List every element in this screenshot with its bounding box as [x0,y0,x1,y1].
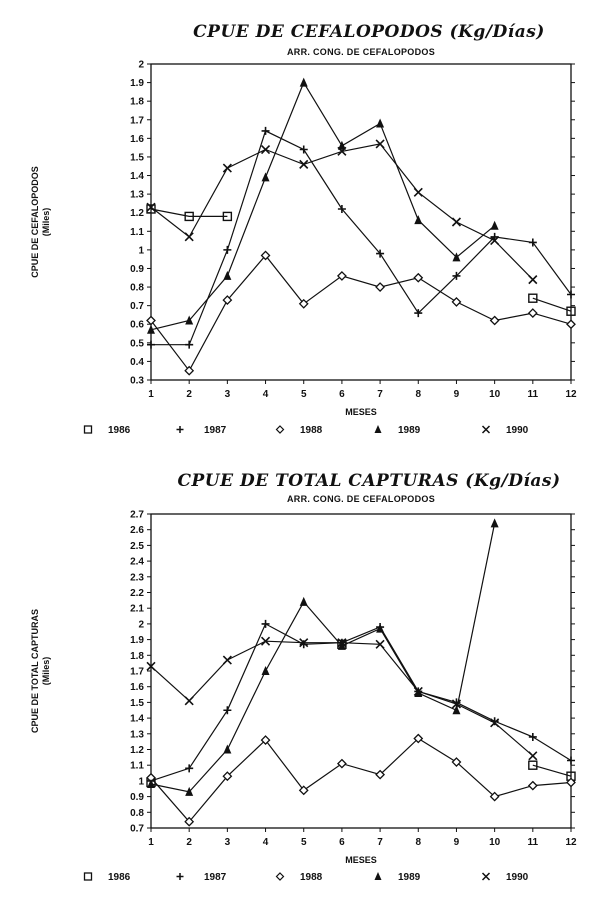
chart-2 [30,471,577,883]
x-tick-label: 1 [148,389,154,400]
y-tick-label: 2.3 [130,572,144,584]
y-tick-label: 0.7 [130,823,144,835]
legend-label-1989: 1989 [398,872,421,883]
y-tick-label: 0.4 [130,356,144,368]
series-line-1986 [533,765,571,776]
legend-marker-1988 [277,873,284,880]
x-tick-label: 5 [300,837,307,848]
legend-label-1987: 1987 [204,425,227,436]
x-axis-title: MESES [345,407,377,417]
legend-label-1990: 1990 [506,425,529,436]
point-1987-5 [300,146,308,154]
y-tick-label: 0.7 [130,301,144,313]
x-tick-label: 7 [377,389,383,400]
series-1987 [147,127,575,349]
legend-label-1986: 1986 [108,872,131,883]
x-tick-label: 4 [262,389,269,400]
y-tick-label: 1.5 [130,697,144,709]
x-tick-label: 6 [339,389,345,400]
point-1990-8 [414,188,422,196]
y-tick-label: 2.5 [130,540,144,552]
y-tick-label: 1 [138,776,144,788]
point-1990-11 [529,276,537,284]
series-1990 [147,637,537,760]
x-tick-label: 10 [489,389,501,400]
series-line-1987 [151,131,571,345]
point-1988-11 [529,782,537,790]
y-tick-label: 0.3 [130,375,144,387]
point-1989-10 [491,221,499,230]
y-tick-label: 1.9 [130,78,144,90]
point-1989-9 [452,252,460,261]
point-1990-3 [223,164,231,172]
y-tick-label: 1.1 [130,760,144,772]
legend-marker-1987 [177,426,184,433]
y-tick-label: 0.6 [130,319,144,331]
chart-subtitle: ARR. CONG. DE CEFALOPODOS [286,47,436,57]
point-1989-4 [262,172,270,181]
y-tick-label: 1.1 [130,226,144,238]
y-tick-label: 2 [138,619,144,631]
point-1989-7 [376,118,384,127]
point-1988-9 [452,298,460,306]
x-tick-label: 11 [527,389,539,400]
legend-label-1988: 1988 [300,872,323,883]
point-1990-9 [452,218,460,226]
y-tick-label: 1.3 [130,729,144,741]
y-tick-label: 1.6 [130,133,144,145]
x-tick-label: 2 [186,837,192,848]
point-1987-2 [185,764,193,772]
chart-subtitle: ARR. CONG. DE CEFALOPODOS [286,494,436,504]
y-tick-label: 0.8 [130,807,144,819]
point-1989-5 [300,597,308,606]
chart-title: CPUE DE CEFALOPODOS (Kg/Días) [193,22,545,42]
x-tick-label: 1 [148,837,154,848]
chart-title: CPUE DE TOTAL CAPTURAS (Kg/Días) [177,471,561,491]
y-tick-label: 1.2 [130,745,144,756]
legend [85,872,529,883]
series-line-1987 [151,624,571,781]
y-tick-label: 1.7 [130,115,144,127]
y-tick-label: 2.4 [130,556,144,568]
point-1988-10 [491,317,499,325]
x-tick-label: 9 [453,837,460,848]
point-1988-11 [529,309,537,317]
legend-marker-1986 [85,426,92,433]
point-1987-11 [529,733,537,741]
legend-marker-1988 [277,426,284,433]
y-tick-label: 1.7 [130,666,144,678]
x-tick-label: 8 [415,389,422,400]
legend-label-1987: 1987 [204,872,227,883]
x-tick-label: 7 [377,837,383,848]
point-1990-5 [300,160,308,168]
series-1987 [147,620,575,785]
series-line-1989 [151,523,495,792]
y-tick-label: 2.7 [130,509,144,521]
y-tick-label: 0.9 [130,792,144,804]
point-1989-8 [414,215,422,224]
point-1987-2 [185,341,193,349]
legend-marker-1986 [85,873,92,880]
legend-marker-1989 [375,872,382,880]
x-tick-label: 12 [565,837,577,848]
y-tick-label: 1.3 [130,189,144,201]
legend-label-1989: 1989 [398,425,421,436]
y-tick-label: 0.9 [130,263,144,275]
y-tick-label: 1.6 [130,682,144,694]
point-1988-7 [376,283,384,291]
point-1987-1 [147,341,155,349]
y-tick-label: 2.1 [130,603,144,615]
legend-marker-1989 [375,425,382,433]
point-1990-2 [185,697,193,705]
point-1989-4 [262,666,270,675]
point-1990-2 [185,233,193,241]
point-1989-5 [300,78,308,87]
point-1990-4 [262,146,270,154]
x-tick-label: 4 [262,837,269,848]
point-1990-3 [223,656,231,664]
point-1989-10 [491,518,499,527]
series-1988 [147,735,575,826]
x-axis-title: MESES [345,855,377,865]
series-line-1986 [533,298,571,311]
x-tick-label: 9 [453,389,460,400]
legend-label-1986: 1986 [108,425,131,436]
point-1987-4 [262,127,270,135]
point-1988-8 [414,274,422,282]
series-line-1988 [151,256,571,371]
legend [85,425,529,436]
y-axis-title: CPUE DE TOTAL CAPTURAS [30,608,40,734]
point-1988-6 [338,272,346,280]
point-1987-12 [567,756,575,764]
legend-label-1990: 1990 [506,872,529,883]
x-tick-label: 10 [489,837,501,848]
legend-marker-1987 [177,873,184,880]
point-1989-3 [223,745,231,754]
plot-frame [151,64,571,380]
x-tick-label: 2 [186,389,192,400]
series-1988 [147,251,575,374]
point-1987-4 [262,620,270,628]
y-tick-label: 1 [138,245,144,257]
series-1986 [147,640,575,786]
point-1987-3 [223,246,231,254]
y-axis-unit: (Miles) [41,207,51,237]
legend-label-1988: 1988 [300,425,323,436]
x-tick-label: 3 [224,837,231,848]
chart-1 [30,22,577,436]
y-tick-label: 2.6 [130,525,144,537]
y-tick-label: 2 [138,59,144,71]
y-tick-label: 1.8 [130,96,144,108]
legend-marker-1990 [483,873,490,880]
x-tick-label: 5 [300,389,307,400]
x-tick-label: 8 [415,837,422,848]
y-tick-label: 1.2 [130,208,144,220]
y-tick-label: 0.8 [130,282,144,294]
series-1989 [147,518,499,795]
legend-marker-1990 [483,426,490,433]
point-1987-5 [300,640,308,648]
y-tick-label: 1.4 [130,171,144,183]
point-1988-12 [567,320,575,328]
y-tick-label: 1.8 [130,650,144,662]
x-tick-label: 11 [527,837,539,848]
y-tick-label: 0.5 [130,338,144,350]
y-tick-label: 1.4 [130,713,144,725]
y-tick-label: 1.9 [130,635,144,647]
y-tick-label: 1.5 [130,152,144,164]
y-axis-title: CPUE DE CEFALOPODOS [30,166,40,278]
point-1989-3 [223,271,231,280]
x-tick-label: 3 [224,389,231,400]
plot-frame [151,514,571,828]
x-tick-label: 12 [565,389,577,400]
series-1986 [147,205,575,315]
y-axis-unit: (Miles) [41,656,51,686]
y-tick-label: 2.2 [130,588,144,599]
point-1988-6 [338,760,346,768]
x-tick-label: 6 [339,837,345,848]
series-line-1988 [151,739,571,822]
point-1990-11 [529,752,537,760]
point-1987-3 [223,706,231,714]
